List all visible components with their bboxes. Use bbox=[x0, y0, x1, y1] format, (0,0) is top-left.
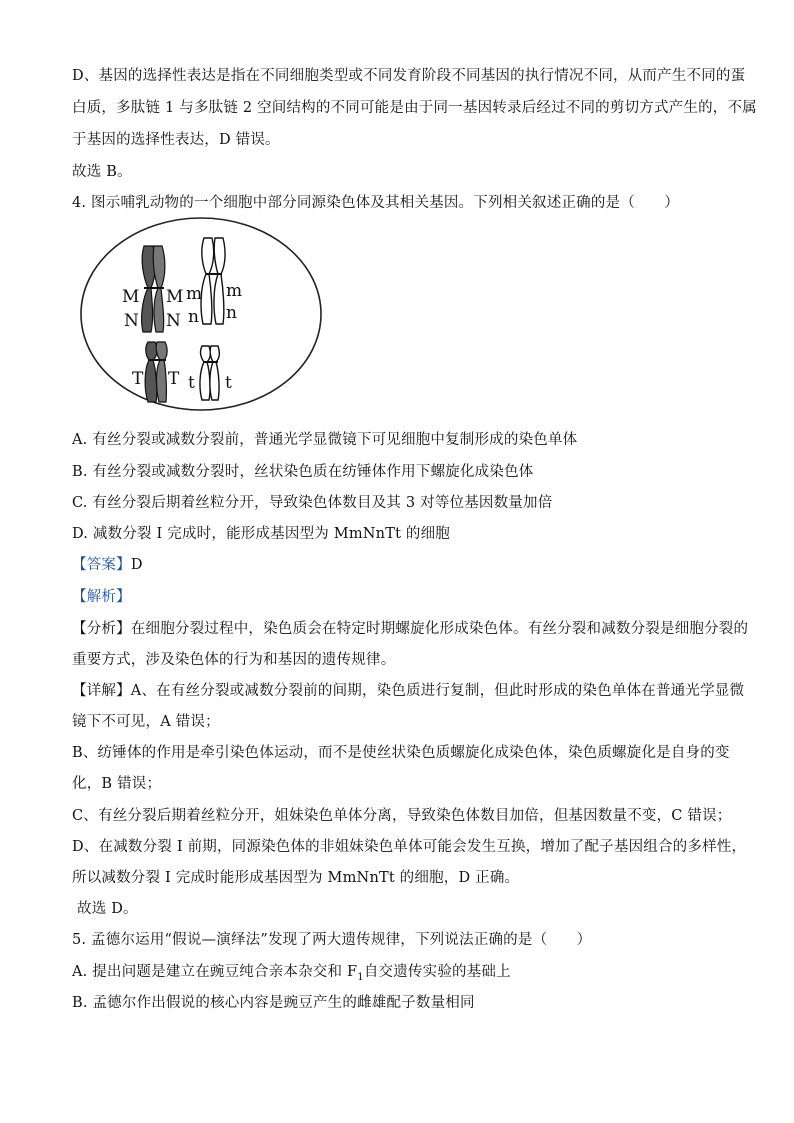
text-line: 化，B 错误； bbox=[72, 776, 162, 792]
gene-label: n bbox=[226, 303, 237, 323]
chromosome-t-right bbox=[200, 346, 219, 400]
gene-label: t bbox=[188, 373, 195, 393]
analysis-line bbox=[72, 587, 732, 607]
cell-diagram bbox=[78, 214, 324, 414]
option-a-text-rest: 自交遗传实验的基础上 bbox=[363, 964, 511, 980]
option-c: C. 有丝分裂后期着丝粒分开，导致染色体数目及其 3 对等位基因数量加倍 bbox=[72, 495, 553, 511]
gene-label: m bbox=[226, 281, 243, 301]
option-a-text: A. 提出问题是建立在豌豆纯合亲本杂交和 F bbox=[72, 964, 358, 980]
option-b: B. 有丝分裂或减数分裂时，丝状染色质在纺锤体作用下螺旋化成染色体 bbox=[72, 464, 534, 480]
text-line: 【分析】在细胞分裂过程中，染色质会在特定时期螺旋化形成染色体。有丝分裂和减数分裂是细胞分裂的 bbox=[72, 621, 749, 637]
chromosome-mn-right bbox=[201, 238, 225, 324]
option-d: D. 减数分裂 I 完成时，能形成基因型为 MmNnTt 的细胞 bbox=[72, 526, 451, 542]
subscript: 1 bbox=[357, 971, 364, 983]
text-line: 所以减数分裂 I 完成时能形成基因型为 MmNnTt 的细胞，D 正确。 bbox=[72, 870, 520, 886]
gene-label: T bbox=[168, 369, 180, 389]
gene-label: M bbox=[122, 287, 140, 307]
answer-value: D bbox=[130, 557, 143, 573]
option-b: B. 孟德尔作出假说的核心内容是豌豆产生的雌雄配子数量相同 bbox=[72, 995, 475, 1011]
text-line: 镜下不可见，A 错误； bbox=[72, 714, 220, 730]
option-a bbox=[72, 962, 732, 988]
gene-label: m bbox=[186, 284, 203, 304]
text-line: D、在减数分裂 I 前期，同源染色体的非姐妹染色单体可能会发生互换，增加了配子基因组合的多样性， bbox=[72, 839, 747, 855]
text-line: B、纺锤体的作用是牵引染色体运动，而不是使丝状染色质螺旋化成染色体，染色质螺旋化是自身的变 bbox=[72, 745, 730, 761]
question-5-stem: 5. 孟德尔运用“假说—演绎法”发现了两大遗传规律，下列说法正确的是（ ） bbox=[72, 932, 592, 948]
text-line: 【详解】A、在有丝分裂或减数分裂前的间期，染色质进行复制，但此时形成的染色单体在普通光学显微 bbox=[72, 683, 745, 699]
text-line: 白质，多肽链 1 与多肽链 2 空间结构的不同可能是由于同一基因转录后经过不同的剪切方式产生的，不属 bbox=[72, 100, 757, 116]
chromosome-t-left bbox=[145, 342, 167, 402]
gene-label: t bbox=[225, 373, 232, 393]
text-line: 于基因的选择性表达，D 错误。 bbox=[72, 132, 280, 148]
gene-label: N bbox=[166, 311, 181, 331]
gene-label: M bbox=[166, 287, 184, 307]
answer-line bbox=[72, 555, 732, 575]
analysis-tag: 【解析】 bbox=[72, 589, 131, 605]
answer-tag: 【答案】 bbox=[72, 557, 131, 573]
chromosome-mn-left bbox=[142, 246, 165, 332]
text-line: 故选 D。 bbox=[77, 901, 138, 917]
text-line: 故选 B。 bbox=[72, 164, 132, 180]
gene-label: T bbox=[132, 369, 144, 389]
text-line: D、基因的选择性表达是指在不同细胞类型或不同发育阶段不同基因的执行情况不同，从而产生不同的蛋 bbox=[72, 68, 746, 84]
option-a: A. 有丝分裂或减数分裂前，普通光学显微镜下可见细胞中复制形成的染色单体 bbox=[72, 432, 578, 448]
chromosome-figure bbox=[78, 214, 324, 414]
question-4-stem: 4. 图示哺乳动物的一个细胞中部分同源染色体及其相关基因。下列相关叙述正确的是（ ） bbox=[72, 195, 680, 211]
gene-label: N bbox=[124, 311, 139, 331]
text-line: 重要方式，涉及染色体的行为和基因的遗传规律。 bbox=[72, 652, 396, 668]
text-line: C、有丝分裂后期着丝粒分开，姐妹染色单体分离，导致染色体数目加倍，但基因数量不变，C 错误； bbox=[72, 808, 732, 824]
gene-label: n bbox=[188, 307, 199, 327]
